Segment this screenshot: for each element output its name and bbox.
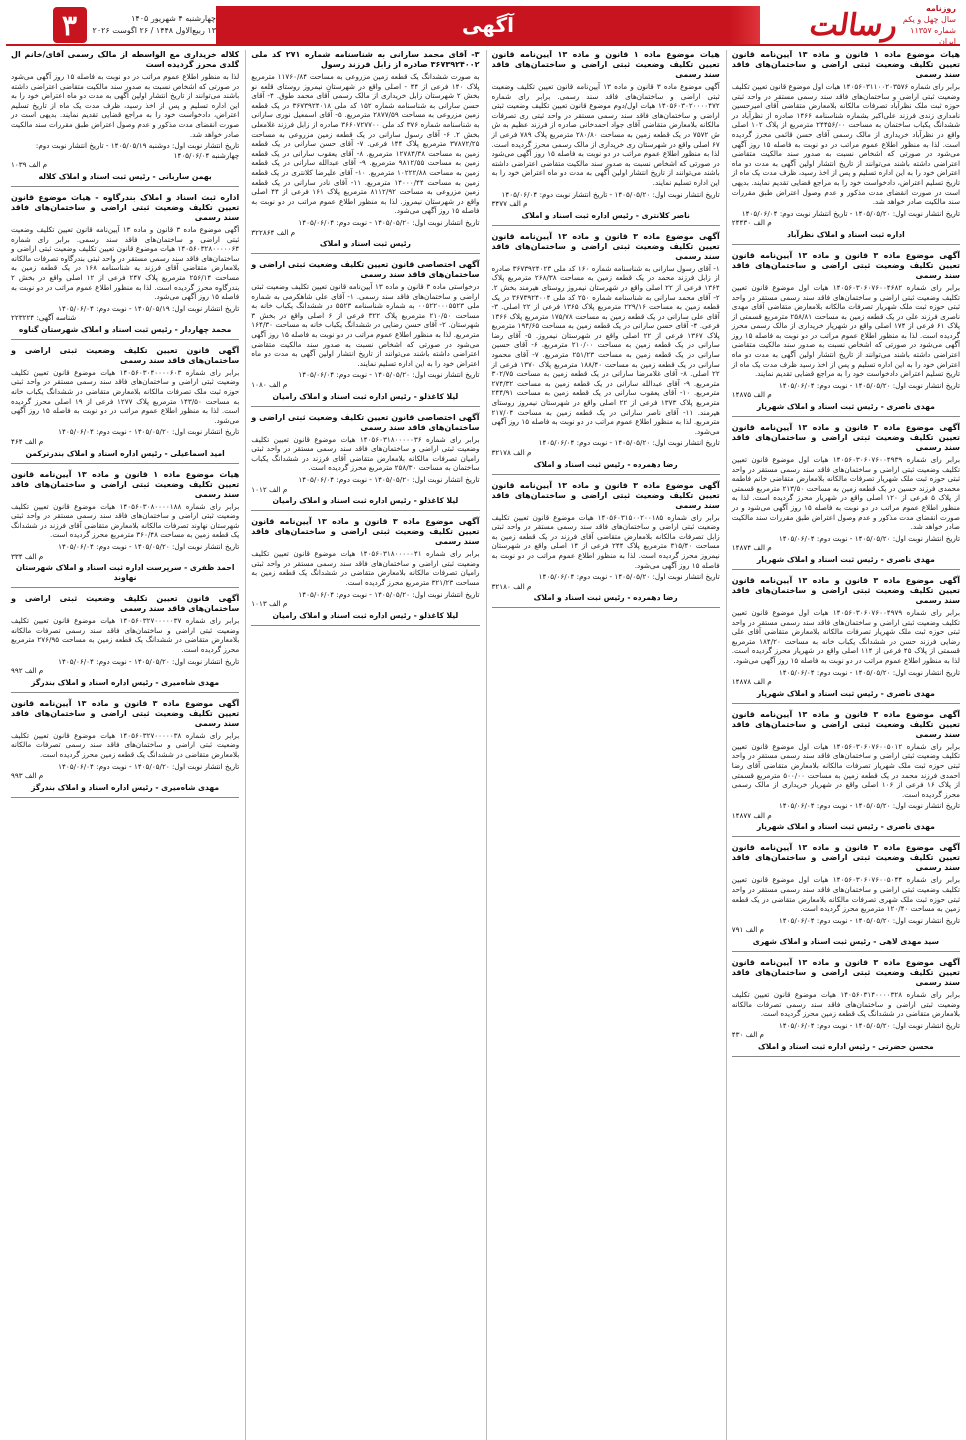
legal-notice — [732, 251, 960, 417]
notice-code: م الف ۱۴۸۷۴ — [731, 543, 772, 553]
ad-columns — [6, 50, 960, 1440]
notice-code: م الف ۳۲۲۸۶۴ — [251, 227, 296, 237]
notice-title: ۳- آقای محمد سارانی به شناسنامه شماره ۲۷۱ کد ملی ۳۶۷۳۹۲۴۰۰۲ صادره از زابل فرزند رسول — [251, 50, 480, 69]
notice-body: برابر رای شماره ۱۴۰۵۶۰۳۰۴۰۰۰۰۶۰۳ هیات موضوع قانون تعیین تکلیف وضعیت ثبتی اراضی و ساختمان‌های فاقد سند رسمی مستقر در واحد ثبتی حوزه ثبت ملک تصرفات مالکانه بلامعارض متقاضی در ششدانگ یکباب خانه به مساحت ۱۴۳/۵۰ مترمربع پلاک ۱۲۷۷ فرعی از ۱۹ اصلی محرز گردیده است. لذا به منظور اطلاع عموم مراتب در دو نوبت به فاصله ۱۵ روز آگهی می‌شود. — [11, 367, 240, 425]
notice-code: م الف ۱۰۱۳ — [251, 599, 288, 609]
legal-notice — [11, 699, 239, 798]
notice-body: برابر رای شماره ۱۴۰۵۶۰۳۱۱۰۰۲۰۳۵۷۶ هیات اول موضوع قانون تعیین تکلیف وضعیت ثبتی اراضی و ساختمان‌های فاقد سند رسمی مستقر در واحد ثبتی حوزه ثبت ملک نظرآباد تصرفات مالکانه بلامعارض متقاضی آقای امیرحسین نامداری زندی فرزند علی‌اکبر بشماره شناسنامه ۱۴۶۶ صادره از نظرآباد در ششدانگ یکباب ساختمان به مساحت ۲۴۴۵۶/۰۰ مترمربع از پلاک ۱۰۲ اصلی واقع در نظرآباد خریداری از مالک رسمی آقای حسن قائمی محرز گردیده است. لذا به منظور اطلاع عموم مراتب در دو نوبت به فاصله ۱۵ روز آگهی می‌شود در صورتی که اشخاص نسبت به صدور سند مالکیت متقاضی اعتراضی داشته باشند می‌توانند از تاریخ انتشار اولین آگهی به مدت دو ماه اعتراض خود را به این اداره تسلیم و پس از اخذ رسید، ظرف مدت یک ماه از تاریخ تسلیم اعتراض، دادخواست خود را به مراجع قضایی تقدیم نمایند. بدیهی است در صورت انقضای مدت مذکور و عدم وصول اعتراض طبق مقررات سند مالکیت صادر خواهد شد. — [731, 82, 960, 207]
notice-title: آگهی موضوع ماده ۳ قانون و ماده ۱۳ آیین‌نامه قانون تعیین تکلیف وضعیت ثبتی اراضی و ساختمان‌های فاقد سند رسمی — [731, 423, 960, 453]
notice-dates: تاریخ انتشار نوبت اول: ۱۴۰۵/۰۵/۲۰ - نوبت دوم: ۱۴۰۵/۰۶/۰۴ — [778, 667, 960, 677]
notice-body: برابر رای شماره ۱۴۰۵۶۰۳۰۶۰۷۶۰۰۵۰۴۴ هیات اول موضوع قانون تعیین تکلیف وضعیت ثبتی اراضی و ساختمان‌های فاقد سند رسمی مستقر در واحد ثبتی حوزه ثبت ملک شهری تصرفات مالکانه بلامعارض متقاضی در یک قطعه زمین به مساحت ۱۲۰/۴۰ مترمربع محرز گردیده است. — [731, 875, 960, 914]
notice-title: آگهی موضوع ماده ۳ قانون و ماده ۱۳ آیین‌نامه قانون تعیین تکلیف وضعیت ثبتی اراضی و ساختمان‌های فاقد سند رسمی — [491, 231, 720, 261]
notice-signature: مهدی شاه‌میری - رئیس اداره اسناد و املاک بندرگز — [31, 677, 220, 687]
notice-signature: مهدی ناصری - رئیس ثبت اسناد و املاک شهریار — [756, 402, 935, 412]
section-title — [216, 6, 760, 44]
notice-title: آگهی موضوع ماده ۳ قانون و ماده ۱۳ آیین‌نامه قانون تعیین تکلیف وضعیت ثبتی اراضی و ساختمان‌های فاقد سند رسمی — [491, 480, 720, 510]
notice-title: آگهی قانون تعیین تکلیف وضعیت ثبتی اراضی و ساختمان‌های فاقد سند رسمی — [11, 594, 240, 614]
notice-body: لذا به منظور اطلاع عموم مراتب در دو نوبت به فاصله ۱۵ روز آگهی می‌شود در صورتی که اشخاص نسبت به صدور سند مالکیت متقاضی اعتراضی داشته باشند می‌توانند از تاریخ انتشار اولین آگهی به مدت دو ماه اعتراض خود را به این اداره تسلیم و پس از اخذ رسید، ظرف مدت یک ماه از تاریخ تسلیم اعتراض، دادخواست خود را به مراجع قضایی تقدیم نمایند. بدیهی است در صورت انقضای مدت مذکور و عدم وصول اعتراض طبق مقررات سند مالکیت صادر خواهد شد. — [11, 72, 240, 139]
year-label: سال چهل و یکم — [902, 15, 956, 24]
ad-column — [486, 50, 720, 1440]
notice-dates: تاریخ انتشار نوبت اول: ۱۴۰۵/۰۵/۲۰ - نوبت دوم: ۱۴۰۵/۰۶/۰۴ — [778, 915, 960, 925]
legal-notice — [11, 193, 239, 340]
notice-dates: تاریخ انتشار نوبت اول: ۱۴۰۵/۰۵/۲۰ - نوبت دوم: ۱۴۰۵/۰۶/۰۴ — [298, 370, 480, 380]
notice-signature: رضا دهمرده - رئیس ثبت اسناد و املاک — [533, 593, 678, 603]
notice-code: م الف ۴۶۴ — [11, 437, 44, 447]
date-fa: چهارشنبه ۴ شهریور ۱۴۰۵ — [131, 14, 216, 23]
notice-dates: تاریخ انتشار نوبت اول: ۱۴۰۵/۰۵/۱۹ - نوبت دوم: ۱۴۰۵/۰۶/۰۴ — [58, 303, 240, 313]
notice-title: هیات موضوع ماده ۱ قانون و ماده ۱۳ آیین‌نامه قانون تعیین تکلیف وضعیت ثبتی اراضی و ساختمان‌های فاقد سند رسمی — [11, 469, 240, 499]
notice-signature: لیلا کاغذلو - رئیس اداره ثبت اسناد و املاک رامیان — [272, 391, 459, 401]
notice-dates: تاریخ انتشار نوبت اول: ۱۴۰۵/۰۵/۲۰ - تاریخ انتشار نوبت دوم: ۱۴۰۵/۰۶/۰۴ — [501, 189, 720, 199]
notice-body: آگهی موضوع ماده ۳ قانون و ماده ۱۳ آیین‌نامه قانون تعیین تکلیف وضعیت ثبتی اراضی و ساختمان‌های فاقد سند رسمی. برابر رای شماره ۱۴۰۵۶۰۳۰۲۰۰۰۰۴۷۲ هیات اول/دوم موضوع قانون تعیین تکلیف وضعیت ثبتی اراضی و ساختمان‌های فاقد سند رسمی مستقر در واحد ثبتی ری تصرفات مالکانه بلامعارض متقاضی آقای جواد احمدخانی صادره از فرزند عظیم به ش ش ۷۵۷۲ در یک قطعه زمین به مساحت ۲۸۰/۸۰ مترمربع پلاک ۷۸۹ فرعی از ۶۷ اصلی واقع در شهرستان ری خریداری از مالک رسمی محرز گردیده است. لذا به منظور اطلاع عموم مراتب در دو نوبت به فاصله ۱۵ روز آگهی می‌شود در صورتی که اشخاص نسبت به صدور سند مالکیت متقاضی اعتراضی داشته باشند می‌توانند از تاریخ انتشار اولین آگهی به مدت دو ماه اعتراض خود را به این اداره تسلیم نمایند. — [491, 82, 720, 187]
notice-signature: رئیس ثبت اسناد و املاک — [319, 239, 411, 249]
notice-dates: تاریخ انتشار نوبت اول: ۱۴۰۵/۰۵/۲۰ - نوبت دوم: ۱۴۰۵/۰۶/۰۴ — [778, 1020, 960, 1030]
legal-notice — [492, 481, 720, 609]
notice-code: م الف ۱۴۸۷۸ — [731, 677, 772, 687]
notice-signature: لیلا کاغذلو - رئیس اداره ثبت اسناد و املاک رامیان — [272, 610, 459, 620]
notice-dates: تاریخ انتشار نوبت اول: دوشنبه ۱۴۰۵/۰۵/۱۹ - تاریخ انتشار نوبت دوم: چهارشنبه ۱۴۰۵/۰۶/۰۴ — [35, 141, 240, 160]
region-label: ایران — [939, 37, 956, 46]
notice-body: برابر رای شماره ۱۴۰۵۶۰۳۲۷۰۰۰۰۰۳۸ هیات موضوع قانون تعیین تکلیف وضعیت ثبتی اراضی و ساختمان‌های فاقد سند رسمی تصرفات مالکانه بلامعارض متقاضی در ششدانگ یک قطعه زمین محرز گردیده است. — [11, 730, 240, 759]
paper-name: روزنامه — [926, 4, 956, 13]
notice-body: برابر رای شماره ۱۴۰۵۶۰۳۰۸۰۰۰۰۱۸۸ هیات موضوع قانون تعیین تکلیف وضعیت ثبتی اراضی و ساختمان‌های فاقد سند رسمی مستقر در واحد ثبتی شهرستان نهاوند تصرفات مالکانه بلامعارض متقاضی آقای فرزند در ششدانگ یک قطعه زمین به مساحت ۳۶۰/۴۸ مترمربع محرز گردیده است. — [11, 501, 240, 540]
notice-dates: تاریخ انتشار نوبت اول: ۱۴۰۵/۰۵/۲۰ - نوبت دوم: ۱۴۰۵/۰۶/۰۴ — [298, 217, 480, 227]
notice-body: برابر رای شماره ۱۴۰۵۶۰۳۱۴۰۰۰۰۳۲۸ هیات موضوع قانون تعیین تکلیف وضعیت ثبتی اراضی و ساختمان‌های فاقد سند رسمی تصرفات مالکانه بلامعارض متقاضی در ششدانگ یک قطعه زمین محرز گردیده است. — [731, 990, 960, 1019]
masthead — [6, 6, 960, 46]
date-lines — [93, 13, 216, 37]
notice-body: آگهی موضوع ماده ۳ قانون و ماده ۱۳ آیین‌نامه قانون تعیین تکلیف وضعیت ثبتی اراضی و ساختمان‌های فاقد سند رسمی. برابر رای شماره ۱۴۰۵۶۰۳۲۸۰۰۰۰۰۶۴ هیات موضوع قانون تعیین تکلیف وضعیت ثبتی اراضی و ساختمان‌های فاقد سند رسمی مستقر در واحد ثبتی بندرگاوه تصرفات مالکانه بلامعارض متقاضی آقای فرزند به شناسنامه ۱۶۸ در یک قطعه زمین به مساحت ۲۵۶/۱۴ مترمربع پلاک ۲۴۷ فرعی از ۱۲ اصلی واقع در بخش ۲ بندرگاوه محرز گردیده است. لذا به منظور اطلاع عموم مراتب در دو نوبت به فاصله ۱۵ روز آگهی می‌شود. — [11, 224, 240, 302]
legal-notice — [732, 710, 960, 838]
legal-notice — [251, 517, 479, 626]
notice-signature: مهدی شاه‌میری - رئیس اداره اسناد و املاک بندرگز — [31, 782, 220, 792]
notice-title: آگهی اختصاصی قانون تعیین تکلیف وضعیت ثبتی اراضی و ساختمان‌های فاقد سند رسمی — [251, 412, 480, 432]
date-ar-en: ۱۳ ربیع‌الاول ۱۴۴۸ / ۲۶ اگوست ۲۰۲۶ — [92, 26, 216, 35]
notice-code: م الف ۷۹۱ — [731, 925, 764, 935]
ad-column — [6, 50, 239, 1440]
notice-code: م الف ۱۴۸۷۷ — [731, 810, 772, 820]
legal-notice — [11, 470, 239, 589]
brand-block — [760, 6, 960, 44]
legal-notice — [492, 232, 720, 475]
notice-body: برابر رای شماره ۱۴۰۵۶۰۳۱۵۰۰۲۰۰۱۸۵ هیات موضوع قانون تعیین تکلیف وضعیت ثبتی اراضی و ساختمان‌های فاقد سند رسمی مستقر در واحد ثبتی زابل تصرفات مالکانه بلامعارض متقاضی آقای فرزند در یک قطعه زمین به مساحت ۳۱۵/۴۰ مترمربع پلاک ۲۴۴ فرعی از ۱۴ اصلی واقع در شهرستان نیمروز محرز گردیده است. لذا به منظور اطلاع عموم مراتب در دو نوبت به فاصله ۱۵ روز آگهی می‌شود. — [491, 512, 720, 570]
notice-dates: تاریخ انتشار نوبت اول: ۱۴۰۵/۰۵/۲۰ - نوبت دوم: ۱۴۰۵/۰۶/۰۴ — [778, 533, 960, 543]
notice-dates: تاریخ انتشار نوبت اول: ۱۴۰۵/۰۵/۲۰ - نوبت دوم: ۱۴۰۵/۰۶/۰۴ — [778, 801, 960, 811]
notice-title: آگهی موضوع ماده ۳ قانون و ماده ۱۳ آیین‌نامه قانون تعیین تکلیف وضعیت ثبتی اراضی و ساختمان‌های فاقد سند رسمی — [731, 709, 960, 739]
notice-body: برابر رای شماره ۱۴۰۵۶۰۳۰۶۰۷۶۰۰۴۶۸۲ هیات اول موضوع قانون تعیین تکلیف وضعیت ثبتی اراضی و ساختمان‌های فاقد سند رسمی مستقر در واحد ثبتی حوزه ثبت ملک شهریار تصرفات مالکانه بلامعارض متقاضی آقای مهدی ناصری فرزند علی در یک قطعه زمین به مساحت ۲۵۸/۸۱ مترمربع قسمتی از پلاک ۶۱ فرعی از ۱۷۴ اصلی واقع در شهریار خریداری از مالک رسمی محرز گردیده است. لذا به منظور اطلاع عموم مراتب در دو نوبت به فاصله ۱۵ روز آگهی می‌شود در صورتی که اشخاص نسبت به صدور سند مالکیت متقاضی اعتراضی داشته باشند می‌توانند از تاریخ انتشار اولین آگهی به مدت دو ماه اعتراض خود را به این اداره تسلیم و پس از اخذ رسید ظرف مدت یک ماه از تاریخ تسلیم اعتراض دادخواست خود را به مراجع قضایی تقدیم نمایند. — [731, 282, 960, 379]
notice-title: آگهی موضوع ماده ۳ قانون و ماده ۱۳ آیین‌نامه قانون تعیین تکلیف وضعیت ثبتی اراضی و ساختمان‌های فاقد سند رسمی — [731, 843, 960, 873]
notice-signature: بهمن ساربانی - رئیس ثبت اسناد و املاک کلاله — [38, 171, 212, 181]
notice-title: کلاله خریداری مع الواسطه از مالک رسمی آقای/خانم ال گلدی محرز گردیده است — [11, 50, 240, 69]
brand-info — [903, 3, 956, 47]
notice-signature: محسن حضرتی - رئیس اداره ثبت اسناد و املاک — [758, 1042, 934, 1051]
notice-title: هیات موضوع ماده ۱ قانون و ماده ۱۳ آیین‌نامه قانون تعیین تکلیف وضعیت ثبتی اراضی و ساختمان‌های فاقد سند رسمی — [491, 50, 720, 79]
notice-signature: سید مهدی لاهی - رئیس ثبت اسناد و املاک شهری — [752, 937, 939, 947]
notice-dates: تاریخ انتشار نوبت اول: ۱۴۰۵/۰۵/۲۰ - تاریخ انتشار نوبت دوم: ۱۴۰۵/۰۶/۰۴ — [741, 208, 960, 218]
notice-dates: تاریخ انتشار نوبت اول: ۱۴۰۵/۰۵/۲۰ - نوبت دوم: ۱۴۰۵/۰۶/۰۴ — [298, 589, 480, 599]
notice-title: آگهی اختصاصی قانون تعیین تکلیف وضعیت ثبتی اراضی و ساختمان‌های فاقد سند رسمی — [251, 260, 480, 280]
notice-title: اداره ثبت اسناد و املاک بندرگاوه - هیات موضوع قانون تعیین تکلیف وضعیت ثبتی اراضی و ساختمان‌های فاقد سند رسمی — [11, 192, 240, 222]
notice-dates: تاریخ انتشار نوبت اول: ۱۴۰۵/۰۵/۲۰ - نوبت دوم: ۱۴۰۵/۰۶/۰۴ — [538, 572, 720, 582]
notice-code: م الف ۹۹۲ — [11, 666, 44, 676]
legal-notice — [251, 50, 479, 254]
notice-body: برابر رای شماره ۱۴۰۵۶۰۳۰۶۰۷۶۰۰۴۹۳۹ هیات اول موضوع قانون تعیین تکلیف وضعیت ثبتی اراضی و ساختمان‌های فاقد سند رسمی مستقر در واحد ثبتی حوزه ثبت ملک شهریار تصرفات مالکانه بلامعارض متقاضی خانم فاطمه محمدی فرزند حسین در یک قطعه زمین به مساحت ۲۱۳/۵۰ مترمربع قسمتی از پلاک ۵ فرعی از ۱۲۰ اصلی واقع در شهریار محرز گردیده است. لذا به منظور اطلاع عموم مراتب در دو نوبت به فاصله ۱۵ روز آگهی می‌شود و در صورت انقضای مدت مذکور و عدم وصول اعتراض طبق مقررات سند مالکیت صادر خواهد شد. — [731, 455, 960, 532]
newspaper-logo: رسالت — [807, 7, 900, 43]
legal-notice — [251, 260, 479, 407]
notice-body: ۱- آقای رسول سارانی به شناسنامه شماره ۱۶۰ کد ملی ۳۶۷۳۹۲۴۰۲۳ صادره از زابل فرزند محمد در یک قطعه زمین به مساحت ۲۶۸/۳۸ مترمربع پلاک ۱۳۶۴ فرعی از ۲۲ اصلی واقع در شهرستان نیمروز روستای هیرمند بخش ۲. ۲- آقای محمد سارانی به شناسنامه شماره ۲۵۰ کد ملی ۳۶۷۳۹۲۴۰۰۴ در یک قطعه زمین به مساحت ۲۲۹/۱۶ مترمربع پلاک ۱۳۶۵ فرعی از ۲۲ اصلی. ۳- آقای علی سارانی در یک قطعه زمین به مساحت ۱۷۵/۷۸ مترمربع پلاک ۱۳۶۶ فرعی. ۴- آقای حسن سارانی در یک قطعه زمین به مساحت ۱۹۴/۶۵ مترمربع پلاک ۱۳۶۷ فرعی از ۲۲ اصلی واقع در شهرستان نیمروز. ۵- آقای رضا سارانی در یک قطعه زمین به مساحت ۲۱۰/۰۰ مترمربع. ۶- آقای حسین سارانی در یک قطعه زمین به مساحت ۲۵۱/۲۳ مترمربع. ۷- آقای محمود سارانی در یک قطعه زمین به مساحت ۱۸۸/۴۰ مترمربع پلاک ۱۳۷۰ فرعی از ۲۲ اصلی. ۸- آقای غلامرضا سارانی در یک قطعه زمین به مساحت ۳۰۲/۷۵ مترمربع. ۹- آقای عبدالله سارانی در یک قطعه زمین به مساحت ۲۷۴/۳۲ مترمربع. ۱۰- آقای یعقوب سارانی در یک قطعه زمین به مساحت ۲۴۴/۹۱ مترمربع پلاک ۱۳۷۳ فرعی از ۲۲ اصلی واقع در شهرستان نیمروز روستای هیرمند. ۱۱- آقای ناصر سارانی در یک قطعه زمین به مساحت ۲۱۷/۰۴ مترمربع. لذا به منظور اطلاع عموم مراتب در دو نوبت به فاصله ۱۵ روز آگهی می‌شود. — [491, 263, 720, 436]
legal-notice — [11, 346, 239, 464]
notice-title: آگهی قانون تعیین تکلیف وضعیت ثبتی اراضی و ساختمان‌های فاقد سند رسمی — [11, 345, 240, 365]
page-number: ۳ — [53, 7, 87, 43]
legal-notice — [732, 958, 960, 1057]
notice-dates: تاریخ انتشار نوبت اول: ۱۴۰۵/۰۵/۲۰ - نوبت دوم: ۱۴۰۵/۰۶/۰۴ — [58, 656, 240, 666]
date-block — [6, 6, 216, 44]
notice-dates: تاریخ انتشار نوبت اول: ۱۴۰۵/۰۵/۲۰ - نوبت دوم: ۱۴۰۵/۰۶/۰۴ — [298, 475, 480, 484]
notice-code: م الف ۴۳۰ — [731, 1030, 764, 1040]
legal-notice — [492, 50, 720, 226]
legal-notice — [732, 843, 960, 952]
notice-title: آگهی موضوع ماده ۳ قانون و ماده ۱۳ آیین‌نامه قانون تعیین تکلیف وضعیت ثبتی اراضی و ساختمان‌های فاقد سند رسمی — [11, 698, 240, 728]
notice-code: م الف ۳۳۴ — [11, 551, 44, 561]
notice-dates: تاریخ انتشار نوبت اول: ۱۴۰۵/۰۵/۲۰ - نوبت دوم: ۱۴۰۵/۰۶/۰۴ — [778, 380, 960, 390]
legal-notice — [732, 576, 960, 704]
notice-code: م الف ۳۴۷۷ — [491, 199, 528, 209]
notice-body: برابر رای شماره ۱۴۰۵۶۰۳۰۶۰۷۶۰۰۴۹۷۹ هیات اول موضوع قانون تعیین تکلیف وضعیت ثبتی اراضی و ساختمان‌های فاقد سند رسمی مستقر در واحد ثبتی حوزه ثبت ملک شهریار تصرفات مالکانه بلامعارض متقاضی آقای علی رضایی فرزند حسن در ششدانگ یکباب خانه به مساحت ۱۸۴/۲۰ مترمربع قسمتی از پلاک ۴۵ فرعی از ۱۱۴ اصلی واقع در شهریار محرز گردیده است. لذا به منظور اطلاع عموم مراتب در دو نوبت به فاصله ۱۵ روز آگهی می‌شود. — [731, 607, 960, 665]
notice-signature: اداره ثبت اسناد و املاک نظرآباد — [786, 229, 905, 239]
notice-title: آگهی موضوع ماده ۳ قانون و ماده ۱۳ آیین‌نامه قانون تعیین تکلیف وضعیت ثبتی اراضی و ساختمان‌های فاقد سند رسمی — [251, 517, 480, 547]
issue-label: شماره ۱۱۳۵۷ — [910, 26, 956, 35]
notice-code: شناسه آگهی: ۲۲۳۲۲۴ — [11, 313, 77, 323]
notice-dates: تاریخ انتشار نوبت اول: ۱۴۰۵/۰۵/۲۰ - نوبت دوم: ۱۴۰۵/۰۶/۰۴ — [58, 542, 240, 551]
ad-column — [245, 50, 479, 1440]
notice-body: برابر رای شماره ۱۴۰۵۶۰۳۱۸۰۰۰۰۰۳۶ هیات موضوع قانون تعیین تکلیف وضعیت ثبتی اراضی و ساختمان‌های فاقد سند رسمی مستقر در واحد ثبتی رامیان تصرفات مالکانه بلامعارض متقاضی آقای فرزند در ششدانگ یکباب ساختمان به مساحت ۲۵۸/۳۰ مترمربع محرز گردیده است. — [251, 434, 480, 473]
notice-title: هیات موضوع ماده ۱ قانون و ماده ۱۳ آیین‌نامه قانون تعیین تکلیف وضعیت ثبتی اراضی و ساختمان‌های فاقد سند رسمی — [731, 50, 960, 79]
notice-body: به صورت ششدانگ یک قطعه زمین مزروعی به مساحت ۱۱۷۶۰/۸۴ مترمربع پلاک ۱۴۰ فرعی از ۴۴ - اصلی واقع در شهرستان نیمروز روستای قلعه نو بخش ۲ شهرستان زابل خریداری از مالک رسمی آقای محمد طوق. ۴- آقای حسن سارانی به شناسنامه شماره ۱۵۲ کد ملی ۳۶۷۳۹۲۴۰۱۸ در یک قطعه زمین مزروعی به مساحت ۲۸۷۷/۵۹ مترمربع. ۵- آقای اسمعیل نوری سارانی به شناسنامه شماره ۳۷۶ کد ملی ۳۶۶۰۷۲۷۷۰۰ صادره از زابل فرزند غلامعلی بخش ۲. ۶- آقای رسول سارانی در یک قطعه زمین مزروعی به مساحت ۳۷۸۷۲/۲۵ مترمربع پلاک ۱۴۴ فرعی. ۷- آقای حسن سارانی در یک قطعه زمین به مساحت ۱۲۷۸۴/۳۸ مترمربع. ۸- آقای یعقوب سارانی در یک قطعه زمین به مساحت ۹۸۱۲/۵۵ مترمربع. ۹- آقای عبدالله سارانی در یک قطعه زمین به مساحت ۱۰۲۲۲/۸۸ مترمربع. ۱۰- آقای علیرضا کلانتری در یک قطعه زمین به مساحت ۱۴۰۰۰/۴۴ مترمربع. ۱۱- آقای نادر سارانی در یک قطعه زمین مزروعی به مساحت ۸۱۱۲/۹۲ مترمربع پلاک ۱۶۱ فرعی از ۴۴ اصلی واقع در شهرستان نیمروز. لذا به منظور اطلاع عموم مراتب در دو نوبت به فاصله ۱۵ روز آگهی می‌شود. — [251, 72, 480, 216]
notice-body: برابر رای شماره ۱۴۰۵۶۰۳۰۶۰۷۶۰۰۵۰۱۲ هیات اول موضوع قانون تعیین تکلیف وضعیت ثبتی اراضی و ساختمان‌های فاقد سند رسمی مستقر در واحد ثبتی حوزه ثبت ملک شهریار تصرفات مالکانه بلامعارض متقاضی آقای رضا احمدی فرزند محمد در یک قطعه زمین به مساحت ۵۰۰/۰۰ مترمربع قسمتی از پلاک ۱۶ فرعی از ۱۰۶ اصلی واقع در شهریار خریداری از مالک رسمی محرز گردیده است. — [731, 741, 960, 799]
notice-signature: احمد ظفری - سرپرست اداره ثبت اسناد و املاک شهرستان نهاوند — [15, 563, 235, 583]
legal-notice — [732, 50, 960, 245]
notice-code: م الف ۲۴۴۳۰ — [731, 218, 772, 228]
notice-code: م الف ۹۹۳ — [11, 771, 44, 781]
notice-code: م الف ۱۴۸۷۵ — [731, 390, 772, 400]
legal-notice — [11, 594, 239, 693]
notice-body: برابر رای شماره ۱۴۰۵۶۰۳۱۸۰۰۰۰۰۴۱ هیات موضوع قانون تعیین تکلیف وضعیت ثبتی اراضی و ساختمان‌های فاقد سند رسمی مستقر در واحد ثبتی رامیان تصرفات مالکانه بلامعارض متقاضی در ششدانگ یک قطعه زمین به مساحت ۳۲۱/۲۳ مترمربع محرز گردیده است. — [251, 549, 480, 587]
notice-dates: تاریخ انتشار نوبت اول: ۱۴۰۵/۰۵/۲۰ - نوبت دوم: ۱۴۰۵/۰۶/۰۴ — [58, 761, 240, 771]
notice-signature: لیلا کاغذلو - رئیس اداره ثبت اسناد و املاک رامیان — [272, 496, 459, 506]
section-title-text: آگهی — [462, 13, 514, 37]
notice-body: درخواستی ماده ۳ قانون و ماده ۱۳ آیین‌نامه قانون تعیین تکلیف وضعیت ثبتی اراضی و ساختمان‌های فاقد سند رسمی. ۱- آقای علی شاهکرمی به شماره ملی ۰۰۵۲۲۰۰۰۵۵۲۳ به شماره شناسنامه ۵۵۲۳ در ششدانگ یکباب خانه به مساحت ۲۱۰/۵۰ مترمربع پلاک ۳۲۲ فرعی از ۶ اصلی واقع در بخش ۳ شهرستان. ۲- آقای حسن رضایی در ششدانگ یکباب خانه به مساحت ۱۶۴/۳۰ مترمربع. لذا به منظور اطلاع عموم مراتب در دو نوبت به فاصله ۱۵ روز آگهی می‌شود در صورتی که اشخاص نسبت به صدور سند مالکیت متقاضی اعتراضی داشته باشند می‌توانند از تاریخ انتشار اولین آگهی به مدت دو ماه اعتراض خود را به این اداره تسلیم نمایند. — [251, 282, 480, 368]
notice-signature: امید اسماعیلی - رئیس اداره اسناد و املاک بندرترکمن — [25, 448, 225, 458]
notice-code: م الف ۳۲۱۸۰ — [491, 581, 532, 591]
notice-code: م الف ۱۰۱۲ — [251, 484, 288, 494]
notice-code: م الف ۱۰۳۹ — [11, 160, 48, 170]
notice-dates: تاریخ انتشار نوبت اول: ۱۴۰۵/۰۵/۲۰ - نوبت دوم: ۱۴۰۵/۰۶/۰۴ — [58, 427, 240, 437]
notice-signature: محمد چهاردار - رئیس ثبت اسناد و املاک شهرستان گناوه — [18, 324, 232, 334]
notice-code: م الف ۳۲۱۷۸ — [491, 448, 532, 457]
legal-notice — [732, 423, 960, 570]
notice-signature: ناصر کلانتری - رئیس اداره ثبت اسناد و املاک — [521, 210, 690, 220]
notice-signature: مهدی ناصری - رئیس ثبت اسناد و املاک شهریار — [756, 554, 935, 564]
notice-body: برابر رای شماره ۱۴۰۵۶۰۳۲۷۰۰۰۰۰۳۷ هیات موضوع قانون تعیین تکلیف وضعیت ثبتی اراضی و ساختمان‌های فاقد سند رسمی تصرفات مالکانه بلامعارض متقاضی در ششدانگ یک قطعه زمین به مساحت ۲۷۶/۹۵ مترمربع محرز گردیده است. — [11, 616, 240, 654]
legal-notice — [251, 413, 479, 512]
notice-title: آگهی موضوع ماده ۳ قانون و ماده ۱۳ آیین‌نامه قانون تعیین تکلیف وضعیت ثبتی اراضی و ساختمان‌های فاقد سند رسمی — [731, 250, 960, 280]
notice-signature: مهدی ناصری - رئیس ثبت اسناد و املاک شهریار — [756, 822, 935, 832]
notice-title: آگهی موضوع ماده ۳ قانون و ماده ۱۳ آیین‌نامه قانون تعیین تکلیف وضعیت ثبتی اراضی و ساختمان‌های فاقد سند رسمی — [731, 575, 960, 605]
notice-signature: مهدی ناصری - رئیس ثبت اسناد و املاک شهریار — [756, 688, 935, 698]
legal-notice — [11, 50, 239, 187]
notice-dates: تاریخ انتشار نوبت اول: ۱۴۰۵/۰۵/۲۰ - نوبت دوم: ۱۴۰۵/۰۶/۰۴ — [538, 438, 720, 448]
notice-code: م الف ۱۰۸۰ — [251, 380, 288, 390]
ad-column — [726, 50, 960, 1440]
notice-signature: رضا دهمرده - رئیس ثبت اسناد و املاک — [533, 459, 678, 469]
notice-title: آگهی موضوع ماده ۳ قانون و ماده ۱۳ آیین‌نامه قانون تعیین تکلیف وضعیت ثبتی اراضی و ساختمان‌های فاقد سند رسمی — [731, 958, 960, 988]
